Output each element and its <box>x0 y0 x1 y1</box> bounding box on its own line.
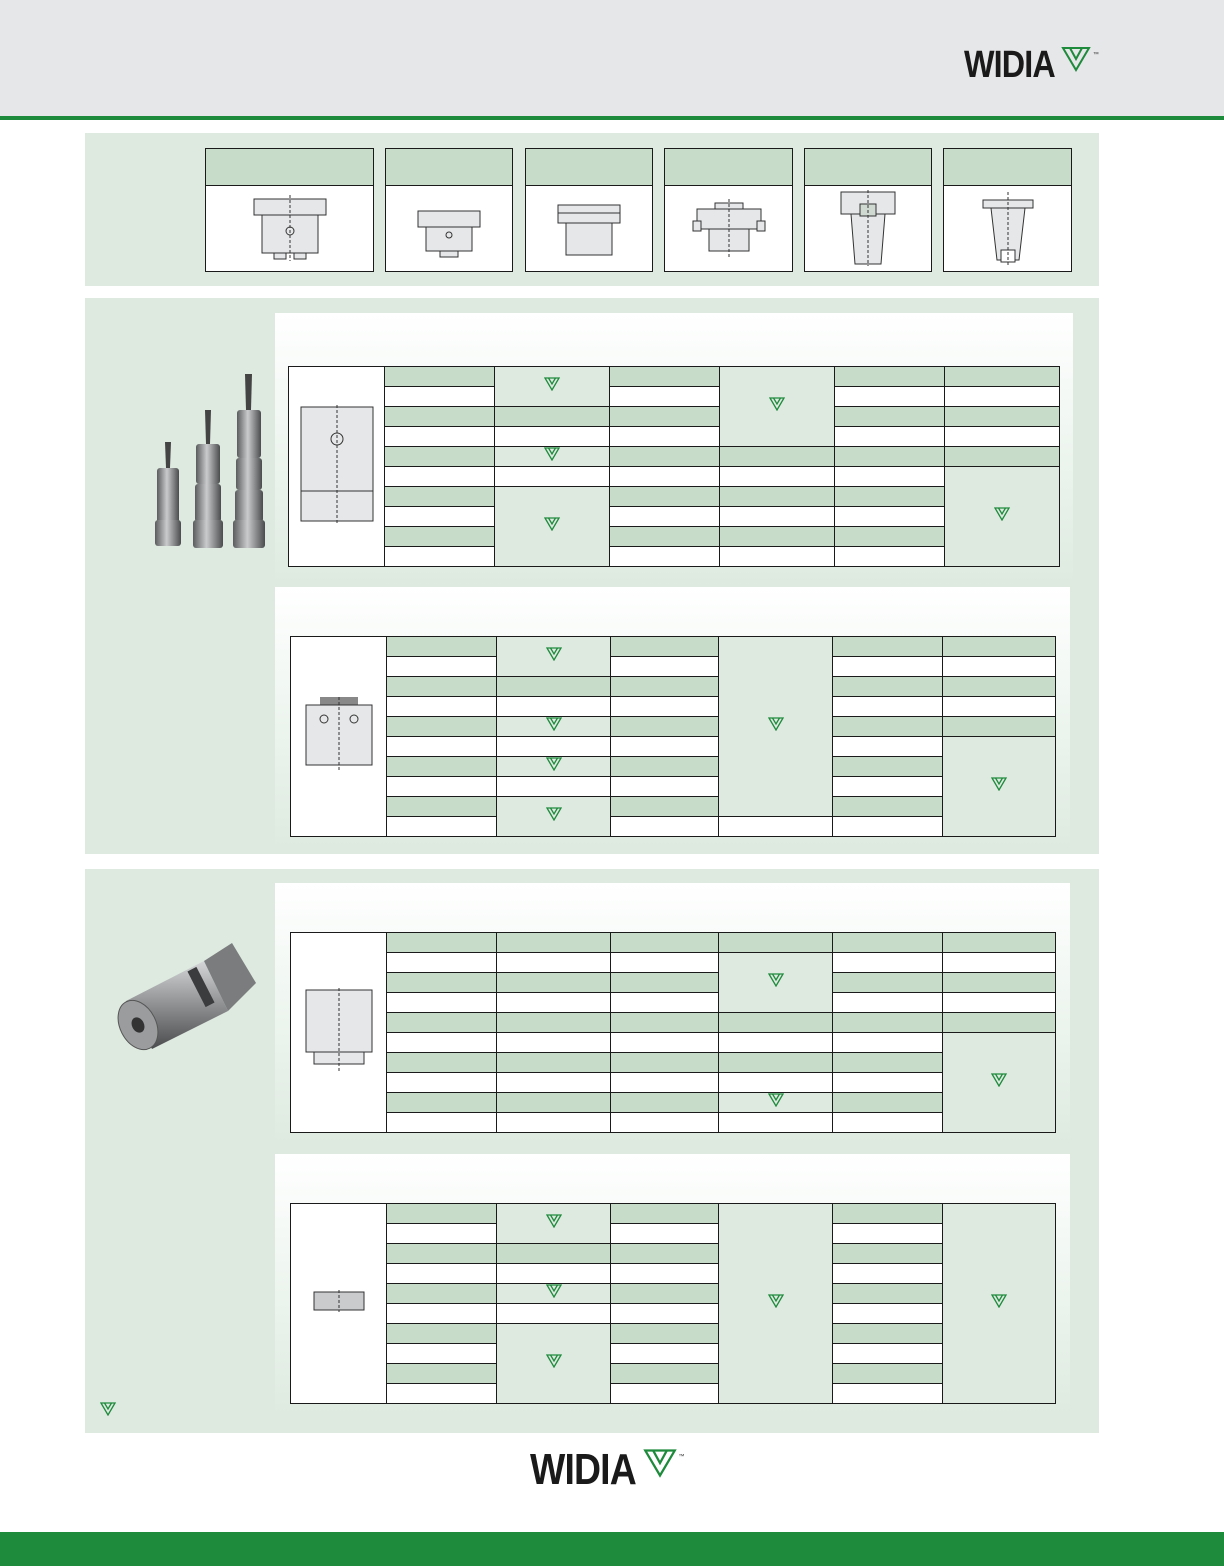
table-header-cell <box>385 527 495 547</box>
table-cell <box>387 1384 497 1404</box>
table-cell <box>611 777 719 797</box>
table-cell <box>387 657 497 677</box>
table-header-cell <box>611 1093 719 1113</box>
widia-mark-cell <box>495 447 610 467</box>
table-cell <box>611 993 719 1013</box>
widia-mark-icon <box>991 1294 1007 1313</box>
table-cell <box>387 697 497 717</box>
table-header-cell <box>611 717 719 737</box>
table-cell <box>611 1033 719 1053</box>
table-cell <box>833 1224 943 1244</box>
table-cell <box>611 1344 719 1364</box>
table-header-cell <box>835 527 945 547</box>
table-cell <box>610 507 720 527</box>
widia-mark-cell <box>719 637 833 817</box>
table-cell <box>719 1113 833 1133</box>
table-header-cell <box>387 973 497 993</box>
toolholder-box-header <box>526 149 652 186</box>
toolholder-drawing-4 <box>691 195 767 261</box>
widia-mark-cell <box>943 737 1056 837</box>
table-header-cell <box>610 367 720 387</box>
table-header-cell <box>720 487 835 507</box>
table-header-cell <box>943 677 1056 697</box>
widia-triangle-icon <box>643 1448 677 1478</box>
brand-logo-footer <box>530 1445 685 1494</box>
table-cell <box>387 1033 497 1053</box>
widia-mark-icon <box>544 517 560 536</box>
legend-mark <box>100 1402 116 1421</box>
table-drawing-cell <box>289 367 385 567</box>
table-header-cell <box>610 407 720 427</box>
table-cell <box>833 1304 943 1324</box>
table-cell <box>833 1113 943 1133</box>
table-header-cell <box>833 677 943 697</box>
table-cell <box>497 1304 611 1324</box>
table-cell <box>495 427 610 447</box>
table-header-cell <box>611 1204 719 1224</box>
footer-bar <box>0 1532 1224 1566</box>
widia-mark-icon <box>994 507 1010 526</box>
table-cell <box>833 1344 943 1364</box>
table-cell <box>835 387 945 407</box>
table-header-cell <box>387 1093 497 1113</box>
table-header-cell <box>719 1013 833 1033</box>
widia-mark-cell <box>497 717 611 737</box>
table-cell <box>611 817 719 837</box>
brand-name: WIDIA <box>530 1445 636 1494</box>
table-cell <box>945 427 1060 447</box>
table-header-cell <box>945 367 1060 387</box>
table-header-cell <box>497 933 611 953</box>
table-cell <box>943 697 1056 717</box>
toolholder-box-3 <box>525 148 653 272</box>
toolholder-box-5 <box>804 148 932 272</box>
table-cell <box>943 993 1056 1013</box>
widia-mark-icon <box>546 1214 562 1233</box>
table-header-cell <box>719 1053 833 1073</box>
widia-mark-cell <box>497 1284 611 1304</box>
table-header-cell <box>833 1053 943 1073</box>
table-cell <box>497 697 611 717</box>
toolholder-box-header <box>206 149 373 186</box>
table-cell <box>387 817 497 837</box>
table-header-cell <box>387 757 497 777</box>
table-header-cell <box>497 1093 611 1113</box>
adapter-drawing <box>304 697 374 771</box>
table-header-cell <box>611 933 719 953</box>
table-header-cell <box>385 367 495 387</box>
table-cell <box>497 1073 611 1093</box>
table-cell <box>497 993 611 1013</box>
table-cell <box>385 547 495 567</box>
table-cell <box>385 387 495 407</box>
table-cell <box>387 1264 497 1284</box>
table-header-cell <box>387 1204 497 1224</box>
widia-mark-cell <box>943 1033 1056 1133</box>
table-header-cell <box>387 1244 497 1264</box>
widia-mark-icon <box>544 447 560 466</box>
toolholder-box-header <box>805 149 931 186</box>
table-header-cell <box>387 1364 497 1384</box>
widia-mark-icon <box>546 647 562 666</box>
header-rule <box>0 116 1224 120</box>
table-cell <box>497 953 611 973</box>
widia-mark-icon <box>769 397 785 416</box>
table-cell <box>611 953 719 973</box>
toolholder-box-header <box>944 149 1071 186</box>
widia-mark-icon <box>991 1073 1007 1092</box>
widia-mark-icon <box>544 377 560 396</box>
table-header-cell <box>387 1324 497 1344</box>
table-header-cell <box>833 1364 943 1384</box>
table-cell <box>385 507 495 527</box>
table-header-cell <box>611 1244 719 1264</box>
table-cell <box>497 777 611 797</box>
table-cell <box>611 1113 719 1133</box>
table-header-cell <box>833 1324 943 1344</box>
table-cell <box>720 507 835 527</box>
table-header-cell <box>387 637 497 657</box>
table-header-cell <box>945 447 1060 467</box>
widia-mark-cell <box>495 367 610 407</box>
table-cell <box>611 1224 719 1244</box>
toolholder-box-header <box>386 149 512 186</box>
widia-mark-cell <box>719 1093 833 1113</box>
toolholder-box-6 <box>943 148 1072 272</box>
table-cell <box>833 697 943 717</box>
table-cell <box>945 387 1060 407</box>
adapter-table-1 <box>290 932 1056 1133</box>
table-header-cell <box>945 407 1060 427</box>
table-header-cell <box>943 1013 1056 1033</box>
widia-mark-cell <box>495 487 610 567</box>
table-cell <box>610 387 720 407</box>
table-cell <box>610 467 720 487</box>
table-header-cell <box>385 447 495 467</box>
table-header-cell <box>943 933 1056 953</box>
table-cell <box>833 657 943 677</box>
table-cell <box>387 737 497 757</box>
table-cell <box>610 547 720 567</box>
table-cell <box>385 427 495 447</box>
table-header-cell <box>387 1013 497 1033</box>
table-header-cell <box>611 1053 719 1073</box>
table-header-cell <box>611 757 719 777</box>
table-header-cell <box>611 797 719 817</box>
table-cell <box>833 1033 943 1053</box>
table-header-cell <box>833 717 943 737</box>
widia-mark-cell <box>719 1204 833 1404</box>
toolholder-drawing-6 <box>973 190 1043 266</box>
table-cell <box>720 467 835 487</box>
table-cell <box>387 1224 497 1244</box>
adapter-drawing <box>304 988 374 1072</box>
table-cell <box>833 777 943 797</box>
table-cell <box>385 467 495 487</box>
table-cell <box>495 467 610 487</box>
table-cell <box>387 1113 497 1133</box>
table-header-cell <box>833 933 943 953</box>
toolholder-box-4 <box>664 148 793 272</box>
toolholder-drawing-2 <box>414 195 484 261</box>
table-header-cell <box>720 527 835 547</box>
toolholder-box-1 <box>205 148 374 272</box>
trademark: ™ <box>678 1454 685 1460</box>
table-cell <box>611 657 719 677</box>
widia-mark-cell <box>497 1204 611 1244</box>
widia-mark-icon <box>546 757 562 776</box>
table-cell <box>611 1264 719 1284</box>
widia-mark-icon <box>100 1402 116 1421</box>
table-header-cell <box>387 1053 497 1073</box>
table-header-cell <box>833 1204 943 1224</box>
table-header-cell <box>833 637 943 657</box>
table-header-cell <box>611 637 719 657</box>
table-cell <box>497 1113 611 1133</box>
widia-mark-icon <box>768 1093 784 1112</box>
table-header-cell <box>497 1244 611 1264</box>
table-header-cell <box>387 717 497 737</box>
table-cell <box>833 993 943 1013</box>
table-header-cell <box>833 1284 943 1304</box>
table-cell <box>833 953 943 973</box>
table-header-cell <box>385 407 495 427</box>
table-cell <box>611 1384 719 1404</box>
table-header-cell <box>611 1284 719 1304</box>
table-header-cell <box>611 1013 719 1033</box>
table-header-cell <box>833 973 943 993</box>
table-header-cell <box>495 407 610 427</box>
table-header-cell <box>833 1013 943 1033</box>
table-cell <box>387 993 497 1013</box>
table-drawing-cell <box>291 933 387 1133</box>
table-header-cell <box>835 367 945 387</box>
table-cell <box>611 1304 719 1324</box>
table-cell <box>497 1033 611 1053</box>
table-header-cell <box>610 487 720 507</box>
table-header-cell <box>387 677 497 697</box>
toolholder-box-header <box>665 149 792 186</box>
table-header-cell <box>385 487 495 507</box>
table-cell <box>387 777 497 797</box>
adapter-drawing <box>299 405 375 523</box>
table-cell <box>835 467 945 487</box>
modular-drill-photo <box>145 370 275 554</box>
widia-mark-cell <box>719 953 833 1013</box>
table-cell <box>497 1264 611 1284</box>
table-header-cell <box>497 973 611 993</box>
widia-mark-icon <box>546 717 562 736</box>
toolholder-drawing-3 <box>554 195 624 261</box>
table-cell <box>387 953 497 973</box>
table-header-cell <box>611 1324 719 1344</box>
table-cell <box>720 547 835 567</box>
table-header-cell <box>497 1013 611 1033</box>
table-header-cell <box>720 447 835 467</box>
table-header-cell <box>833 1093 943 1113</box>
table-drawing-cell <box>291 1204 387 1404</box>
table-header-cell <box>611 973 719 993</box>
table-header-cell <box>610 527 720 547</box>
widia-mark-icon <box>546 1284 562 1303</box>
table-header-cell <box>610 447 720 467</box>
table-cell <box>387 1304 497 1324</box>
modular-drill-table-2 <box>290 636 1056 837</box>
table-cell <box>835 507 945 527</box>
table-cell <box>835 547 945 567</box>
toolholder-drawing-1 <box>250 195 330 261</box>
table-cell <box>833 737 943 757</box>
table-header-cell <box>833 1244 943 1264</box>
table-cell <box>719 1033 833 1053</box>
table-header-cell <box>835 407 945 427</box>
table-cell <box>943 953 1056 973</box>
table-cell <box>611 1073 719 1093</box>
widia-triangle-icon <box>1061 46 1091 72</box>
brand-logo-header <box>964 46 1099 84</box>
table-header-cell <box>497 1053 611 1073</box>
table-cell <box>387 1344 497 1364</box>
table-cell <box>497 737 611 757</box>
table-header-cell <box>833 797 943 817</box>
table-cell <box>719 817 833 837</box>
adapter-drawing <box>312 1290 366 1312</box>
table-header-cell <box>497 677 611 697</box>
widia-mark-icon <box>768 973 784 992</box>
table-header-cell <box>833 757 943 777</box>
table-cell <box>611 737 719 757</box>
table-cell <box>611 697 719 717</box>
toolholder-box-2 <box>385 148 513 272</box>
widia-mark-cell <box>945 467 1060 567</box>
table-header-cell <box>387 933 497 953</box>
table-cell <box>610 427 720 447</box>
table-cell <box>833 1264 943 1284</box>
adapter-photo <box>108 937 258 1057</box>
table-cell <box>833 1073 943 1093</box>
widia-mark-cell <box>497 797 611 837</box>
table-header-cell <box>943 717 1056 737</box>
widia-mark-cell <box>943 1204 1056 1404</box>
table-cell <box>835 427 945 447</box>
widia-mark-icon <box>546 1354 562 1373</box>
adapter-table-2 <box>290 1203 1056 1404</box>
table-header-cell <box>943 637 1056 657</box>
widia-mark-cell <box>497 1324 611 1404</box>
modular-drill-table-1 <box>288 366 1060 567</box>
widia-mark-cell <box>497 637 611 677</box>
table-cell <box>833 817 943 837</box>
table-cell <box>719 1073 833 1093</box>
widia-mark-icon <box>768 1294 784 1313</box>
table-drawing-cell <box>291 637 387 837</box>
table-header-cell <box>611 1364 719 1384</box>
table-header-cell <box>387 1284 497 1304</box>
table-cell <box>943 657 1056 677</box>
trademark: ™ <box>1092 52 1099 58</box>
table-cell <box>833 1384 943 1404</box>
widia-mark-cell <box>497 757 611 777</box>
table-header-cell <box>719 933 833 953</box>
widia-mark-cell <box>720 367 835 447</box>
widia-mark-icon <box>546 807 562 826</box>
widia-mark-icon <box>991 777 1007 796</box>
widia-mark-icon <box>768 717 784 736</box>
table-cell <box>387 1073 497 1093</box>
table-header-cell <box>387 797 497 817</box>
table-header-cell <box>611 677 719 697</box>
table-header-cell <box>835 487 945 507</box>
table-header-cell <box>943 973 1056 993</box>
brand-name: WIDIA <box>964 44 1055 86</box>
toolholder-drawing-5 <box>833 190 903 266</box>
table-header-cell <box>835 447 945 467</box>
